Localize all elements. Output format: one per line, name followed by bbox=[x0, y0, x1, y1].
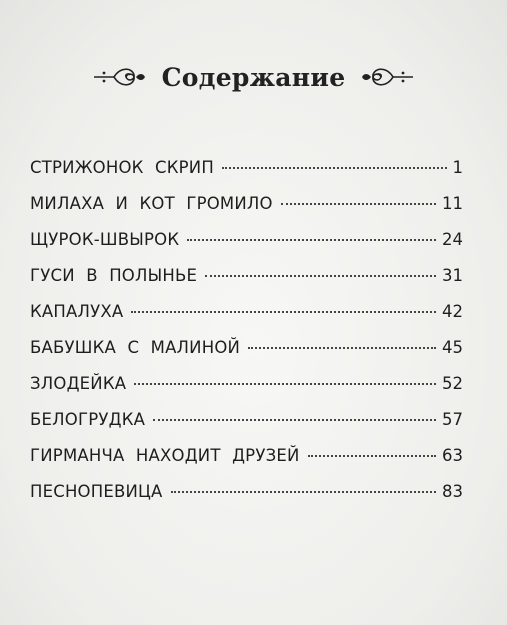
toc-entry[interactable] bbox=[30, 302, 463, 338]
toc-entry[interactable] bbox=[30, 338, 463, 374]
toc-entry[interactable] bbox=[30, 266, 463, 302]
page-title: Содержание bbox=[161, 62, 346, 92]
toc-entry-title: БАБУШКА С МАЛИНОЙ bbox=[30, 338, 241, 357]
toc-entry-title: МИЛАХА И КОТ ГРОМИЛО bbox=[30, 194, 273, 213]
dot-leader bbox=[222, 167, 447, 169]
toc-entry[interactable] bbox=[30, 194, 463, 230]
floral-ornament-icon bbox=[92, 64, 148, 90]
toc-entry[interactable] bbox=[30, 482, 463, 518]
table-of-contents bbox=[30, 158, 463, 518]
floral-ornament-icon bbox=[359, 64, 415, 90]
toc-entry[interactable] bbox=[30, 446, 463, 482]
toc-entry-page: 83 bbox=[442, 482, 463, 501]
toc-entry-page: 57 bbox=[442, 410, 463, 429]
dot-leader bbox=[308, 455, 436, 457]
toc-entry-page: 42 bbox=[442, 302, 463, 321]
toc-entry[interactable] bbox=[30, 230, 463, 266]
toc-entry-title: ЩУРОК-ШВЫРОК bbox=[30, 230, 180, 249]
toc-entry-title: ПЕСНОПЕВИЦА bbox=[30, 482, 163, 501]
toc-entry-page: 1 bbox=[452, 158, 463, 177]
toc-entry[interactable] bbox=[30, 410, 463, 446]
dot-leader bbox=[187, 239, 436, 241]
dot-leader bbox=[171, 491, 436, 493]
toc-entry-title: СТРИЖОНОК СКРИП bbox=[30, 158, 214, 177]
toc-entry-page: 31 bbox=[442, 266, 463, 285]
toc-entry-page: 45 bbox=[442, 338, 463, 357]
toc-entry-title: ГИРМАНЧА НАХОДИТ ДРУЗЕЙ bbox=[30, 446, 300, 465]
toc-entry-page: 52 bbox=[442, 374, 463, 393]
toc-entry-page: 63 bbox=[442, 446, 463, 465]
toc-entry-title: ГУСИ В ПОЛЫНЬЕ bbox=[30, 266, 198, 285]
dot-leader bbox=[131, 311, 436, 313]
contents-header bbox=[0, 60, 507, 94]
dot-leader bbox=[281, 203, 436, 205]
toc-entry-page: 11 bbox=[442, 194, 463, 213]
dot-leader bbox=[153, 419, 436, 421]
dot-leader bbox=[205, 275, 436, 277]
toc-entry-page: 24 bbox=[442, 230, 463, 249]
dot-leader bbox=[248, 347, 436, 349]
toc-entry[interactable] bbox=[30, 374, 463, 410]
toc-entry[interactable] bbox=[30, 158, 463, 194]
toc-entry-title: КАПАЛУХА bbox=[30, 302, 124, 321]
toc-entry-title: ЗЛОДЕЙКА bbox=[30, 374, 127, 393]
toc-entry-title: БЕЛОГРУДКА bbox=[30, 410, 146, 429]
dot-leader bbox=[134, 383, 436, 385]
